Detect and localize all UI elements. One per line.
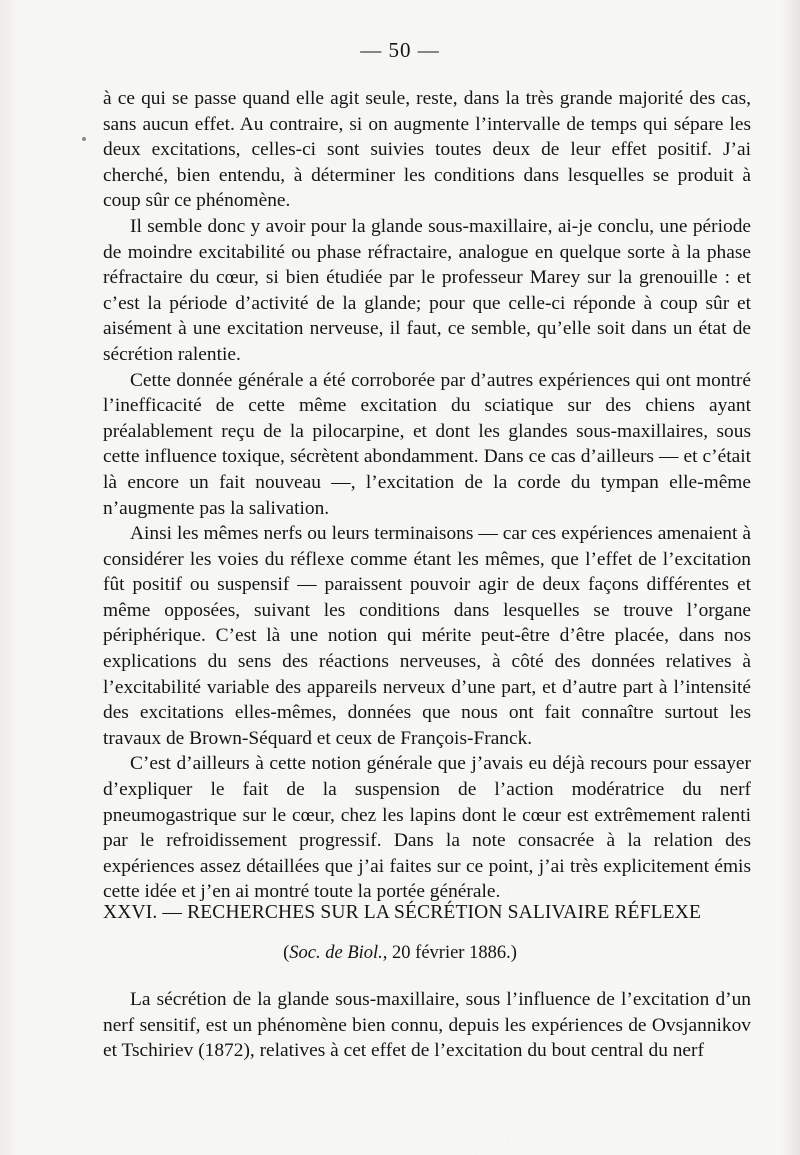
body-text [103, 86, 751, 905]
paragraph-5: C’est d’ailleurs à cette notion générale que j’avais eu déjà recours pour essayer d’expliquer le fait de la suspension de l’action modératrice du nerf pneumogastrique sur le cœur, chez les lapins dont le cœur est extrêmement ralenti par le refroidissement progressif. Dans la note consacrée à la relation des expériences assez détaillées que j’ai faites sur ce point, j’ai très explicitement émis cette idée et j’en ai montré toute la portée générale. [103, 753, 751, 903]
paragraph-4: Ainsi les mêmes nerfs ou leurs terminaisons — car ces expériences amenaient à considérer les voies du réflexe comme étant les mêmes, que l’effet de l’excitation fût positif ou suspensif — paraissent pouvoir agir de deux façons différentes et même opposées, suivant les conditions dans lesquelles se trouve l’organe périphérique. C’est là une notion qui mérite peut-être d’être placée, dans nos explications du sens des réactions nerveuses, à côté des données relatives à l’excitabilité variable des appareils nerveux d’une part, et d’autre part à l’intensité des excitations elles-mêmes, données que nous ont fait connaître surtout les travaux de Brown-Séquard et ceux de François-Franck. [103, 523, 751, 749]
paragraph-section-1: La sécrétion de la glande sous-maxillaire, sous l’influence de l’excitation d’un nerf sensitif, est un phénomène bien connu, depuis les expériences de Ovsjannikov et Tschiriev (1872), relatives à cet effet de l’excitation du bout central du nerf [103, 989, 751, 1062]
citation-date: , 20 février 1886. [382, 943, 511, 963]
margin-mark [82, 137, 86, 141]
section-heading: XXVI. — RECHERCHES SUR LA SÉCRÉTION SALIVAIRE RÉFLEXE [103, 902, 702, 923]
citation-source: Soc. de Biol. [289, 943, 383, 963]
paragraph-1: à ce qui se passe quand elle agit seule, reste, dans la très grande majorité des cas, sans aucun effet. Au contraire, si on augmente l’intervalle de temps qui sépare les deux excitations, celles-ci sont suivies toutes deux de leur effet positif. J’ai cherché, bien entendu, à déterminer les conditions dans lesquelles se produit à coup sûr ce phénomène. [103, 88, 751, 212]
paragraph-3: Cette donnée générale a été corroborée par d’autres expériences qui ont montré l’inefficacité de cette même excitation du sciatique sur des chiens ayant préalablement reçu de la pilocarpine, et dont les glandes sous-maxillaires, sous cette influence toxique, sécrètent abondamment. Dans ce cas d’ailleurs — et c’était là encore un fait nouveau —, l’excitation de la corde du tympan elle-même n’augmente pas la salivation. [103, 369, 751, 519]
page-number: — 50 — [360, 38, 440, 62]
section-body [103, 987, 751, 1064]
section-citation: (Soc. de Biol., 20 février 1886.) [283, 943, 517, 963]
paragraph-2: Il semble donc y avoir pour la glande sous-maxillaire, ai-je conclu, une période de moindre excitabilité ou phase réfractaire, analogue en quelque sorte à la phase réfractaire du cœur, si bien étudiée par le professeur Marey sur la grenouille : et c’est la période d’activité de la glande; pour que celle-ci réponde à coup sûr et aisément à une excitation nerveuse, il faut, ce semble, qu’elle soit dans un état de sécrétion ralentie. [103, 215, 751, 365]
